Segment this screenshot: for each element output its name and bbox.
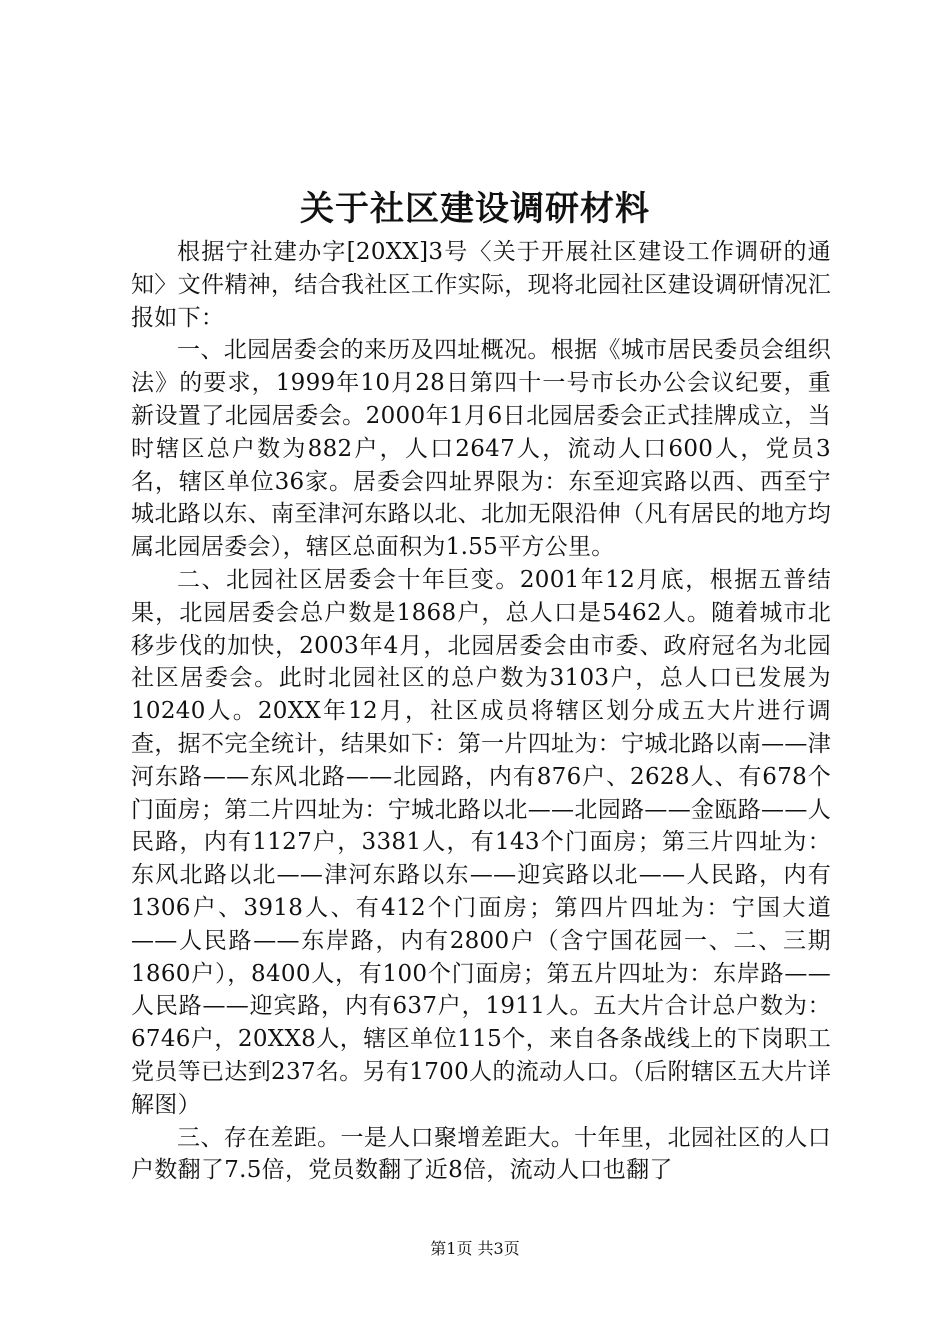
paragraph-intro: 根据宁社建办字[20XX]3号〈关于开展社区建设工作调研的通知〉文件精神，结合我社区工作实际，现将北园社区建设调研情况汇报如下：	[131, 239, 831, 331]
document-title: 关于社区建设调研材料	[300, 189, 650, 229]
page-number-footer: 第1页 共3页	[430, 1239, 520, 1258]
paragraph-section-3: 三、存在差距。一是人口聚增差距大。十年里，北园社区的人口户数翻了7.5倍，党员数翻了近8倍，流动人口也翻了	[131, 1124, 831, 1184]
paragraph-section-1: 一、北园居委会的来历及四址概况。根据《城市居民委员会组织法》的要求，1999年10月28日第四十一号市长办公会议纪要，重新设置了北园居委会。2000年1月6日北园居委会正式挂牌成立，当时辖区总户数为882户，人口2647人，流动人口600人，党员3名，辖区单位36家。居委会四址界限为：东至迎宾路以西、西至宁城北路以东、南至津河东路以北、北加无限沿伸（凡有居民的地方均属北园居委会），辖区总面积为1.55平方公里。	[131, 337, 831, 561]
paragraph-section-2: 二、北园社区居委会十年巨变。2001年12月底，根据五普结果，北园居委会总户数是1868户，总人口是5462人。随着城市北移步伐的加快，2003年4月，北园居委会由市委、政府冠名为北园社区居委会。此时北园社区的总户数为3103户，总人口已发展为10240人。20XX年12月，社区成员将辖区划分成五大片进行调查，据不完全统计，结果如下：第一片四址为：宁城北路以南——津河东路——东风北路——北园路，内有876户、2628人、有678个门面房；第二片四址为：宁城北路以北——北园路——金瓯路——人民路，内有1127户，3381人，有143个门面房；第三片四址为：东风北路以北——津河东路以东——迎宾路以北——人民路，内有1306户、3918人、有412个门面房；第四片四址为：宁国大道——人民路——东岸路，内有2800户（含宁国花园一、二、三期1860户），8400人，有100个门面房；第五片四址为：东岸路——人民路——迎宾路，内有637户，1911人。五大片合计总户数为：6746户，20XX8人，辖区单位115个，来自各条战线上的下岗职工党员等已达到237名。另有1700人的流动人口。（后附辖区五大片详解图）	[131, 566, 831, 1118]
document-body	[131, 236, 831, 1187]
